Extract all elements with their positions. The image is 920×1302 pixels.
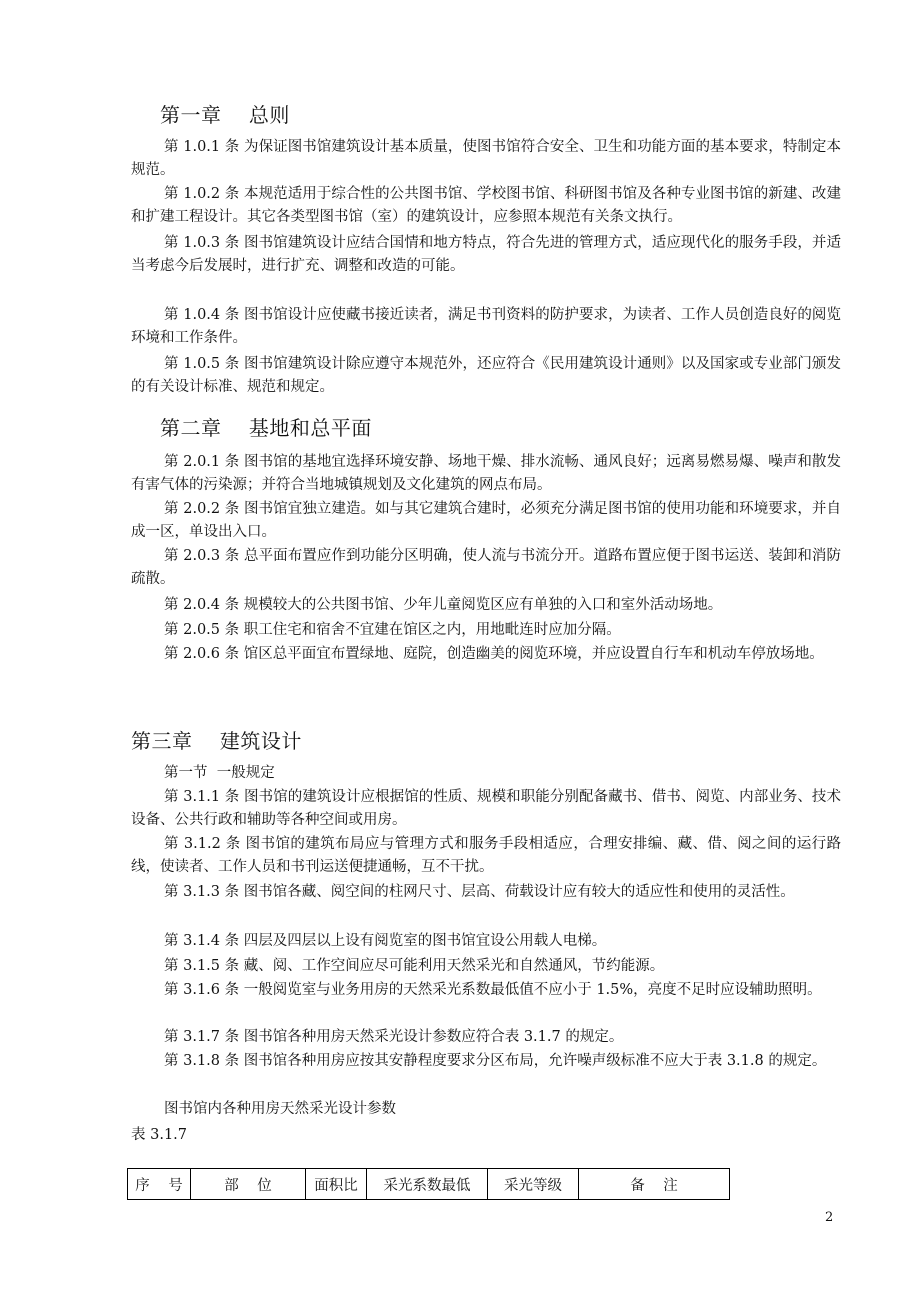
article-2-0-1: 第 2.0.1 条 图书馆的基地宜选择环境安静、场地干燥、排水流畅、通风良好；远离易燃易爆、噪声和散发有害气体的污染源；并符合当地城镇规划及文化建筑的网点布局。 [131,454,841,493]
page-number: 2 [825,1210,834,1225]
article-3-1-2: 第 3.1.2 条 图书馆的建筑布局应与管理方式和服务手段相适应，合理安排编、藏、借、阅之间的运行路线，使读者、工作人员和书刊运送便捷通畅，互不干扰。 [131,836,841,875]
col-header-area-ratio: 面积比 [306,1169,367,1200]
section-title: 第一节 一般规定 [164,765,275,781]
article-1-0-4: 第 1.0.4 条 图书馆设计应使藏书接近读者，满足书刊资料的防护要求，为读者、工作人员创造良好的阅览环境和工作条件。 [131,307,841,346]
col-header-daylight-grade: 采光等级 [488,1169,579,1200]
col-header-daylight-factor: 采光系数最低 [367,1169,488,1200]
chapter-3-title: 第三章 建筑设计 [131,729,302,753]
article-3-1-1: 第 3.1.1 条 图书馆的建筑设计应根据馆的性质、规模和职能分别配备藏书、借书、阅览、内部业务、技术设备、公共行政和辅助等各种空间或用房。 [131,789,841,828]
article-1-0-2: 第 1.0.2 条 本规范适用于综合性的公共图书馆、学校图书馆、科研图书馆及各种专业图书馆的新建、改建和扩建工程设计。其它各类型图书馆（室）的建筑设计，应参照本规范有关条文执行。 [131,186,841,225]
col-header-index: 序 号 [128,1169,191,1200]
article-3-1-4: 第 3.1.4 条 四层及四层以上设有阅览室的图书馆宜设公用载人电梯。 [164,933,607,949]
article-1-0-3: 第 1.0.3 条 图书馆建筑设计应结合国情和地方特点，符合先进的管理方式，适应现代化的服务手段，并适当考虑今后发展时，进行扩充、调整和改造的可能。 [131,235,841,274]
article-1-0-1: 第 1.0.1 条 为保证图书馆建筑设计基本质量，使图书馆符合安全、卫生和功能方面的基本要求，特制定本规范。 [131,139,841,178]
article-2-0-3: 第 2.0.3 条 总平面布置应作到功能分区明确，使人流与书流分开。道路布置应便于图书运送、装卸和消防疏散。 [131,548,841,587]
article-3-1-5: 第 3.1.5 条 藏、阅、工作空间应尽可能利用天然采光和自然通风，节约能源。 [164,958,665,974]
article-2-0-6: 第 2.0.6 条 馆区总平面宜布置绿地、庭院，创造幽美的阅览环境，并应设置自行车和机动车停放场地。 [164,646,824,662]
article-2-0-5: 第 2.0.5 条 职工住宅和宿舍不宜建在馆区之内，用地毗连时应加分隔。 [164,622,621,638]
article-3-1-3: 第 3.1.3 条 图书馆各藏、阅空间的柱网尺寸、层高、荷载设计应有较大的适应性和使用的灵活性。 [164,884,795,900]
table-caption: 图书馆内各种用房天然采光设计参数 [164,1101,396,1117]
table-header-row [128,1169,730,1200]
article-3-1-6: 第 3.1.6 条 一般阅览室与业务用房的天然采光系数最低值不应小于 1.5%，亮度不足时应设辅助照明。 [164,982,822,998]
col-header-location: 部 位 [191,1169,306,1200]
col-header-remarks: 备 注 [579,1169,730,1200]
article-2-0-2: 第 2.0.2 条 图书馆宜独立建造。如与其它建筑合建时，必须充分满足图书馆的使用功能和环境要求，并自成一区，单设出入口。 [131,501,841,540]
daylighting-table [127,1168,730,1200]
chapter-2-title: 第二章 基地和总平面 [160,416,372,440]
article-1-0-5: 第 1.0.5 条 图书馆建筑设计除应遵守本规范外，还应符合《民用建筑设计通则》以及国家或专业部门颁发的有关设计标准、规范和规定。 [131,356,841,395]
article-3-1-7: 第 3.1.7 条 图书馆各种用房天然采光设计参数应符合表 3.1.7 的规定。 [164,1029,624,1045]
article-3-1-8: 第 3.1.8 条 图书馆各种用房应按其安静程度要求分区布局，允许噪声级标准不应大于表 3.1.8 的规定。 [164,1053,827,1069]
article-2-0-4: 第 2.0.4 条 规模较大的公共图书馆、少年儿童阅览区应有单独的入口和室外活动场地。 [164,597,723,613]
chapter-1-title: 第一章 总则 [160,103,290,127]
table-number: 表 3.1.7 [131,1127,188,1143]
